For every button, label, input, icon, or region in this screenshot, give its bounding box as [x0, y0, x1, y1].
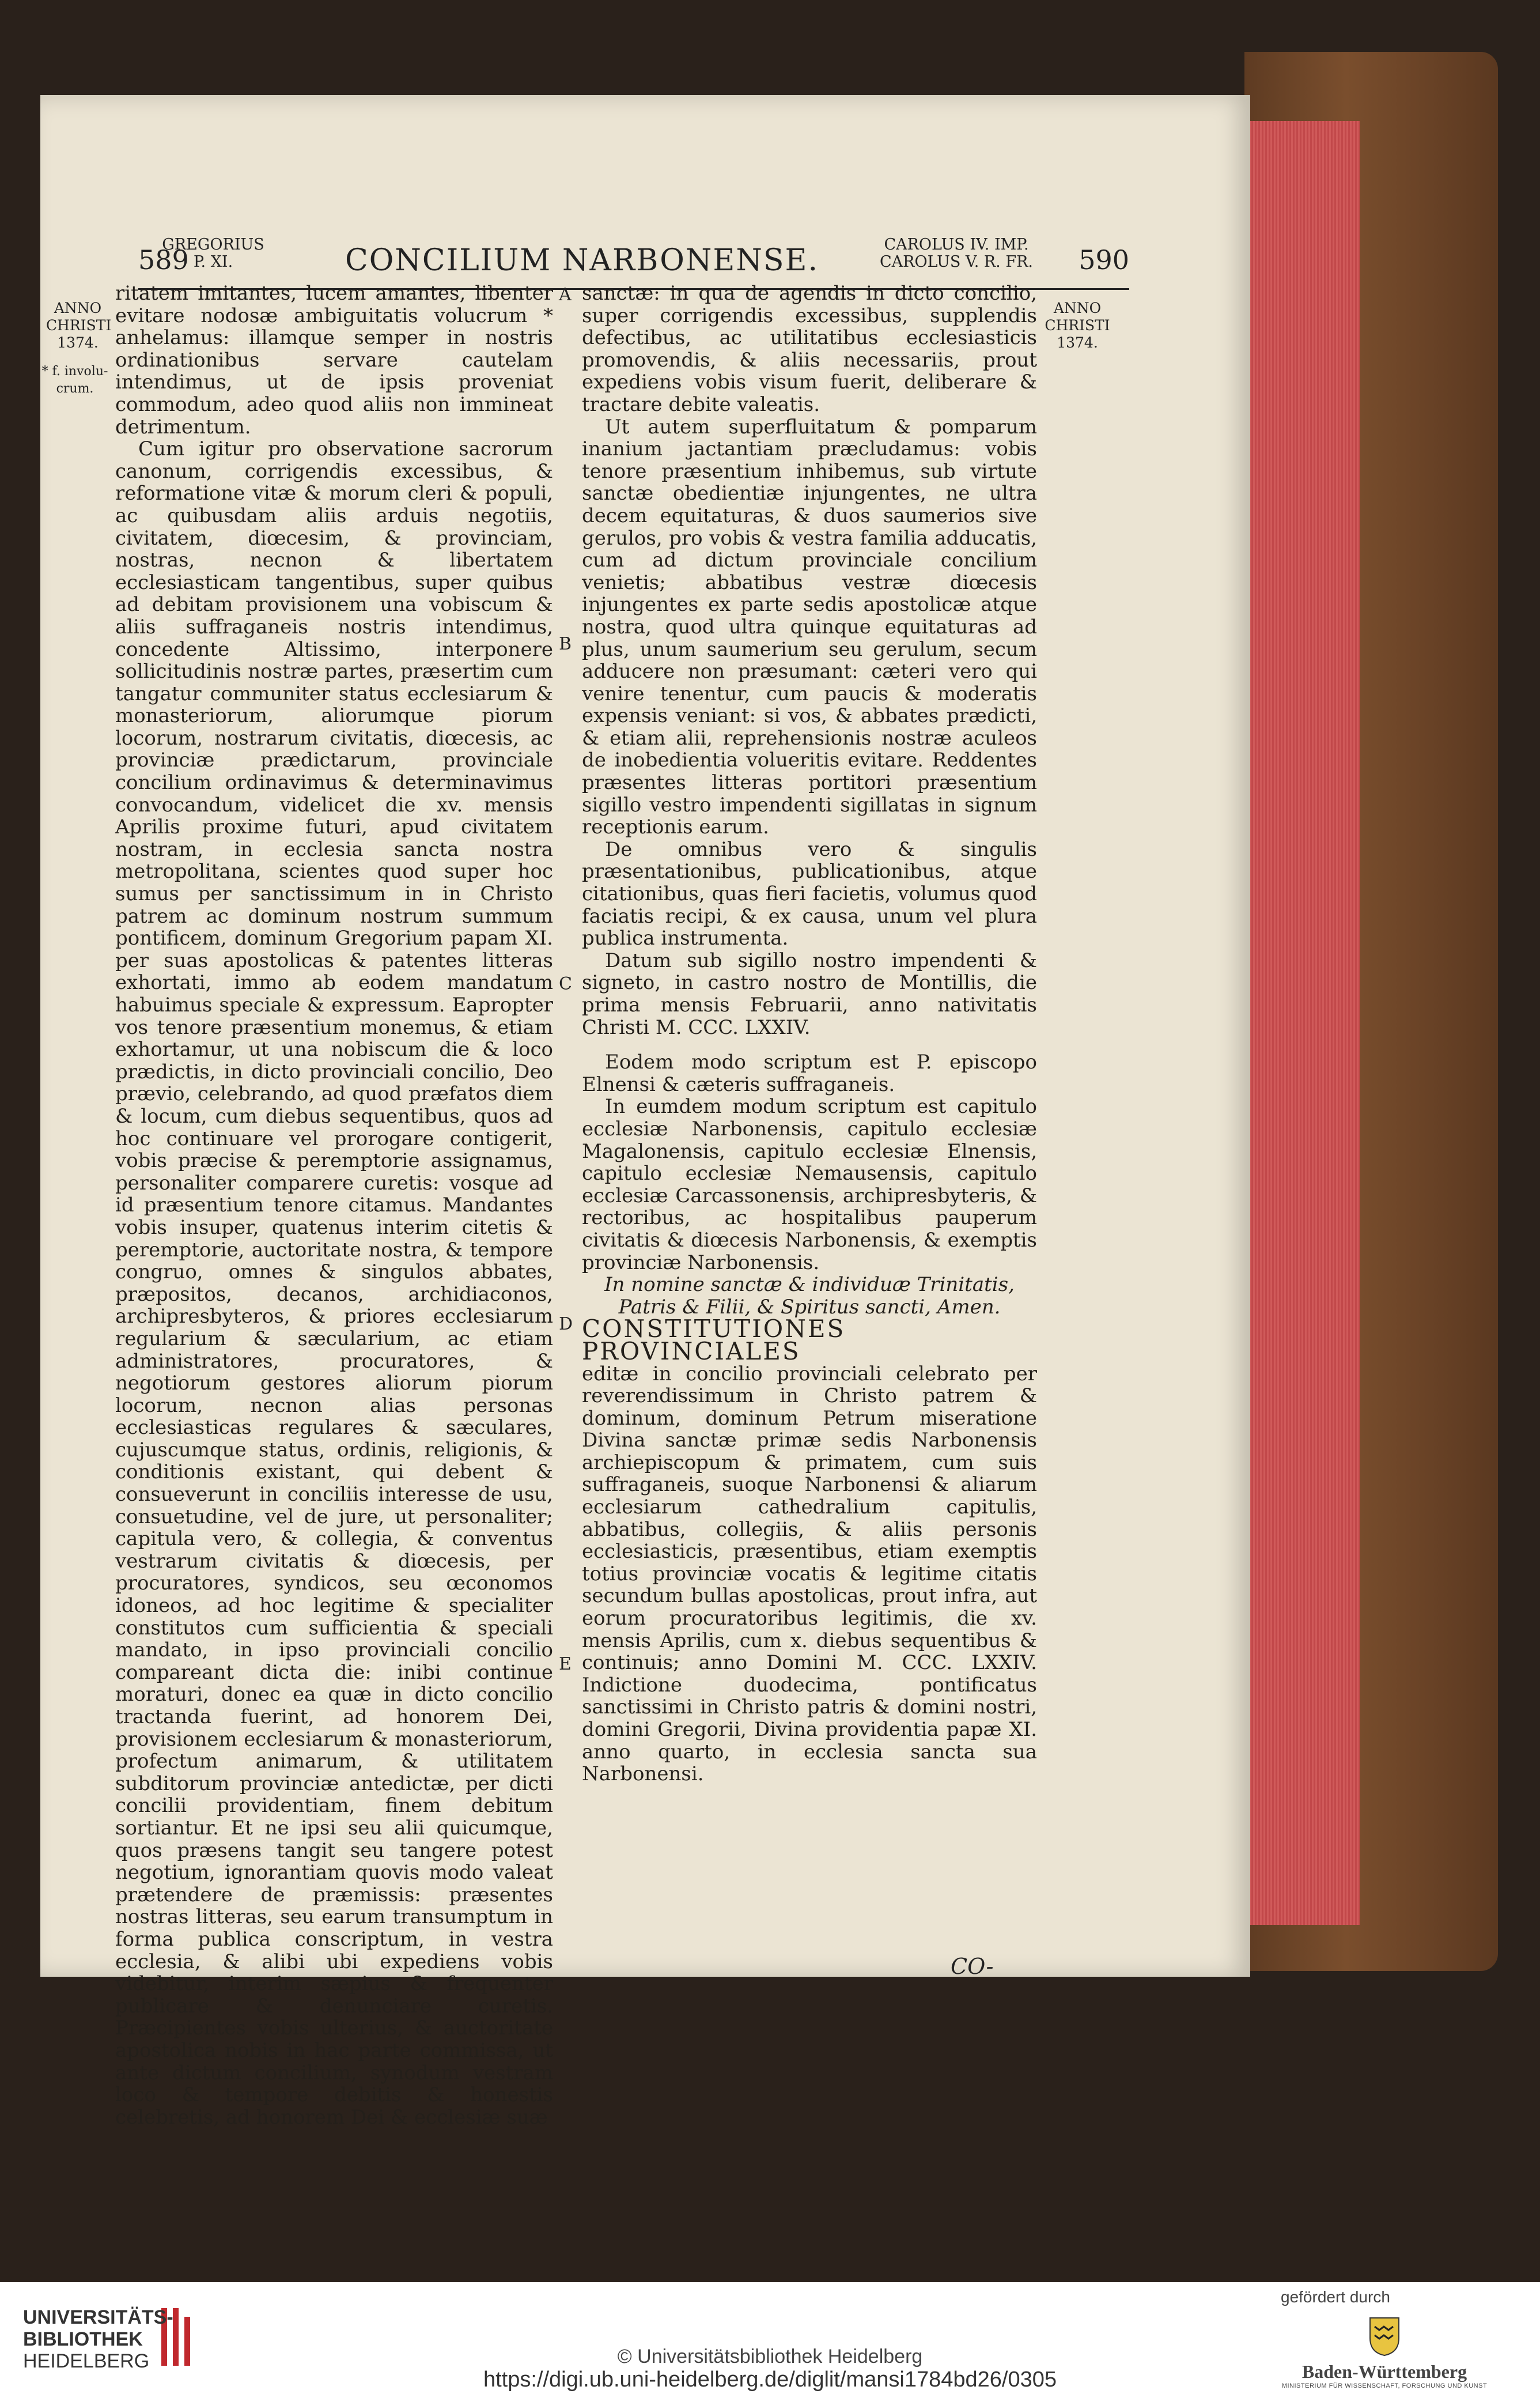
funding-block — [1263, 2288, 1505, 2389]
section-marker-e: E — [559, 1654, 572, 1674]
coat-of-arms-icon — [1359, 2312, 1410, 2358]
document-url[interactable]: https://digi.ub.uni-heidelberg.de/diglit/mansi1784bd26/0305 — [483, 2367, 1057, 2392]
library-name: UNIVERSITÄTS- BIBLIOTHEK HEIDELBERG — [23, 2306, 173, 2372]
invocation: In nomine sanctæ & individuæ Trinitatis, Patris & Filii, & Spiritus sancti, Amen. — [604, 1273, 1015, 1319]
catchword: CO- — [951, 1954, 994, 1979]
section-marker-c: C — [559, 974, 572, 994]
right-paragraph-1: sanctæ: in qua de agendis in dicto concilio, super corrigendis excessibus, supplendis defectibus, ac utilitatibus ecclesiasticis promovendis, & aliis necessariis, prout expediens vobis visum fuerit, deliberare & tractare debite valeatis. — [582, 282, 1037, 416]
funding-label: gefördert durch — [1281, 2288, 1390, 2306]
header-pope: GREGORIUS P. XI. — [162, 236, 264, 271]
header-title: CONCILIUM NARBONENSE. — [345, 243, 819, 278]
viewer-footer — [0, 2282, 1540, 2394]
right-paragraph-6: In eumdem modum scriptum est capitulo ecclesiæ Narbonensis, capitulo ecclesiæ Magalonensis, capitulo ecclesiæ Elnensis, capitulo ecclesiæ Nemausensis, capitulo ecclesiæ Carcassonensis, archipresbyteris, & rectoribus, ac hospitalibus pauperum civitatis & diœcesis Narbonensis, & exemptis provinciæ Narbonensis. — [582, 1095, 1037, 1274]
funder-name: Baden-Württemberg — [1301, 2361, 1467, 2382]
right-paragraph-3: De omnibus vero & singulis præsentationibus, publicationibus, atque citationibus, quas fieri facietis, volumus quod faciatis recipi, & ex causa, unum vel plura publica instrumenta. — [582, 837, 1037, 950]
right-paragraph-5: Eodem modo scriptum est P. episcopo Elnensi & cæteris suffraganeis. — [582, 1051, 1037, 1096]
margin-note-involucrum: * f. involu- crum. — [41, 364, 108, 396]
left-paragraph-2: Cum igitur pro observatione sacrorum canonum, corrigendis excessibus, & reformatione vitæ & morum cleri & populi, ac quibusdam aliis arduis negotiis, civitatem, diœcesim, & provinciam, nostras, necnon & libertatem ecclesiasticam tangentibus, super quibus ad debitam provisionem una vobiscum & aliis suffraganeis nostris intendimus, concedente Altissimo, interponere sollicitudinis nostræ partes, præsertim cum tangatur communiter status ecclesiarum & monasteriorum, aliorumque piorum locorum, nostrarum civitatis, diœcesis, ac provinciæ prædictarum, provinciale concilium ordinavimus & determinavimus convocandum, videlicet die xv. mensis Aprilis proxime futuri, apud civitatem nostram, in ecclesia sancta nostra metropolitana, scientes quod super hoc sumus per sanctissimum in in Christo patrem ac dominum nostrum summum pontificem, dominum Gregorium papam XI. per suas apostolicas & patentes litteras exhortati, immo ab eodem mandatum habuimus speciale & expressum. Eapropter vos tenore præsentium monemus, & etiam exhortamur, ut una nobiscum die & loco prædictis, in dicto provinciali concilio, Deo prævio, celebrando, ad quod præfatos diem & locum, cum diebus sequentibus, quos ad hoc continuare vel prorogare contigerit, vobis præcise & peremptorie assignamus, personaliter comparere curetis: vosque ad id præsentium tenore citamus. Mandantes vobis insuper, quatenus interim citetis & peremptorie, auctoritate nostra, & tempore congruo, omnes & singulos abbates, præpositos, decanos, archidiaconos, archipresbyteros, & priores ecclesiarum regularium & sæcularium, ac etiam administratores, procuratores, & negotiorum gestores aliorum piorum locorum, necnon alias personas ecclesiasticas regulares & sæculares, cujuscumque status, ordinis, religionis, & conditionis existant, qui debent & consueverunt in conciliis interesse de usu, consuetudine, vel de jure, ut personaliter; capitula vero, & collegia, & conventus vestrarum civitatis & diœcesis, per procuratores, syndicos, seu œconomos idoneos, ad hoc legitime & specialiter constitutos cum sufficientia & speciali mandato, in ipso provinciali concilio compareant dicta die: inibi continue moraturi, donec ea quæ in dicto concilio tractanda fuerint, ad honorem Dei, provisionem ecclesiarum & monasteriorum, profectum animarum, & utilitatem subditorum provinciæ antedictæ, per dicti concilii providentiam, finem debitum sortiantur. Et ne ipsi seu alii quicumque, quos præsens tangit seu tangere potest negotium, ignorantiam quovis modo valeat prætendere de præmissis: præsentes nostras litteras, seu earum transumptum in forma publica conscriptum, in vestra ecclesia, & alibi ubi expediens vobis videbitur, interim sæpius & frequenter publicare & denunciare curetis. Præcipientes vobis ulterius, & auctoritate apostolica nobis in hac parte commissa, ut ante dictum concilium, synodum vestram loco & tempore debitis & honestis celebretis, ad honorem Dei & ecclesiæ suæ — [115, 437, 553, 2129]
ministry-name: MINISTERIUM FÜR WISSENSCHAFT, FORSCHUNG UND KUNST — [1281, 2382, 1488, 2389]
right-paragraph-2: Ut autem superfluitatum & pomparum inanium jactantiam præcludamus: vobis tenore præsentium inhibemus, sub virtute sanctæ obedientiæ injungentes, ne ultra decem equitaturas, & duos saumerios sive gerulos, pro vobis & vestra familia adducatis, cum ad dictum provinciale concilium venietis; abbatibus vestræ diœcesis injungentes ex parte sedis apostolicæ atque nostra, quod ultra quinque equitaturas ad plus, unum saumerium seu gerulum, secum adducere non præsumant: cæteri vero qui venire tenentur, cum paucis & moderatis expensis veniant: si vos, & abbates prædicti, & etiam alii, reprehensionis nostræ aculeos de inobedientia volueritis evitare. Reddentes præsentes litteras portitori præsentium sigillo vestro impendenti sigillatas in signum receptionis earum. — [582, 415, 1037, 839]
right-paragraph-7: editæ in concilio provinciali celebrato per reverendissimum in Christo patrem & dominum, dominum Petrum miseratione Divina sanctæ primæ sedis Narbonensis archiepiscopum & primatem, cum suis suffraganeis, suoque Narbonensi & aliarum ecclesiarum cathedralium capitulis, abbatibus, collegiis, & aliis personis ecclesiasticis, præsentibus, etiam exemptis totius provinciæ vocatis & legitime citatis secundum bullas apostolicas, prout infra, aut eorum procuratoribus legitimis, die xv. mensis Aprilis, cum x. diebus sequentibus & continuis; anno Domini M. CCC. LXXIV. Indictione duodecima, pontificatus sanctissimi in Christo patris & domini nostri, domini Gregorii, Divina providentia papæ XI. anno quarto, in ecclesia sancta sua Narbonensi. — [582, 1362, 1037, 1786]
copyright-notice: © Universitätsbibliothek Heidelberg — [617, 2346, 923, 2367]
left-column — [115, 282, 553, 2128]
page-number-left: 589 — [138, 244, 189, 275]
header-kings: CAROLUS IV. IMP. CAROLUS V. R. FR. — [880, 236, 1033, 271]
left-paragraph-1: ritatem imitantes, lucem amantes, libenter evitare nodosæ ambiguitatis volucrum * anhelamus: illamque semper in nostris ordinationibus servare cautelam intendimus, ut de ipsis proveniat commodum, adeo quod aliis non immineat detrimentum. — [115, 282, 553, 439]
margin-anno-right: ANNO CHRISTI 1374. — [1045, 300, 1110, 351]
right-paragraph-4: Datum sub sigillo nostro impendenti & signeto, in castro nostro de Montillis, die prima mensis Februarii, anno nativitatis Christi M. CCC. LXXIV. — [582, 949, 1037, 1039]
red-page-edges — [1244, 121, 1360, 1925]
section-marker-d: D — [559, 1314, 573, 1334]
right-column — [582, 282, 1037, 1785]
constitutions-title: CONSTITUTIONES PROVINCIALES — [582, 1315, 846, 1365]
section-marker-b: B — [559, 634, 572, 654]
section-marker-a: A — [559, 285, 572, 305]
margin-anno-left: ANNO CHRISTI 1374. — [46, 300, 112, 351]
page-number-right: 590 — [1079, 244, 1129, 275]
